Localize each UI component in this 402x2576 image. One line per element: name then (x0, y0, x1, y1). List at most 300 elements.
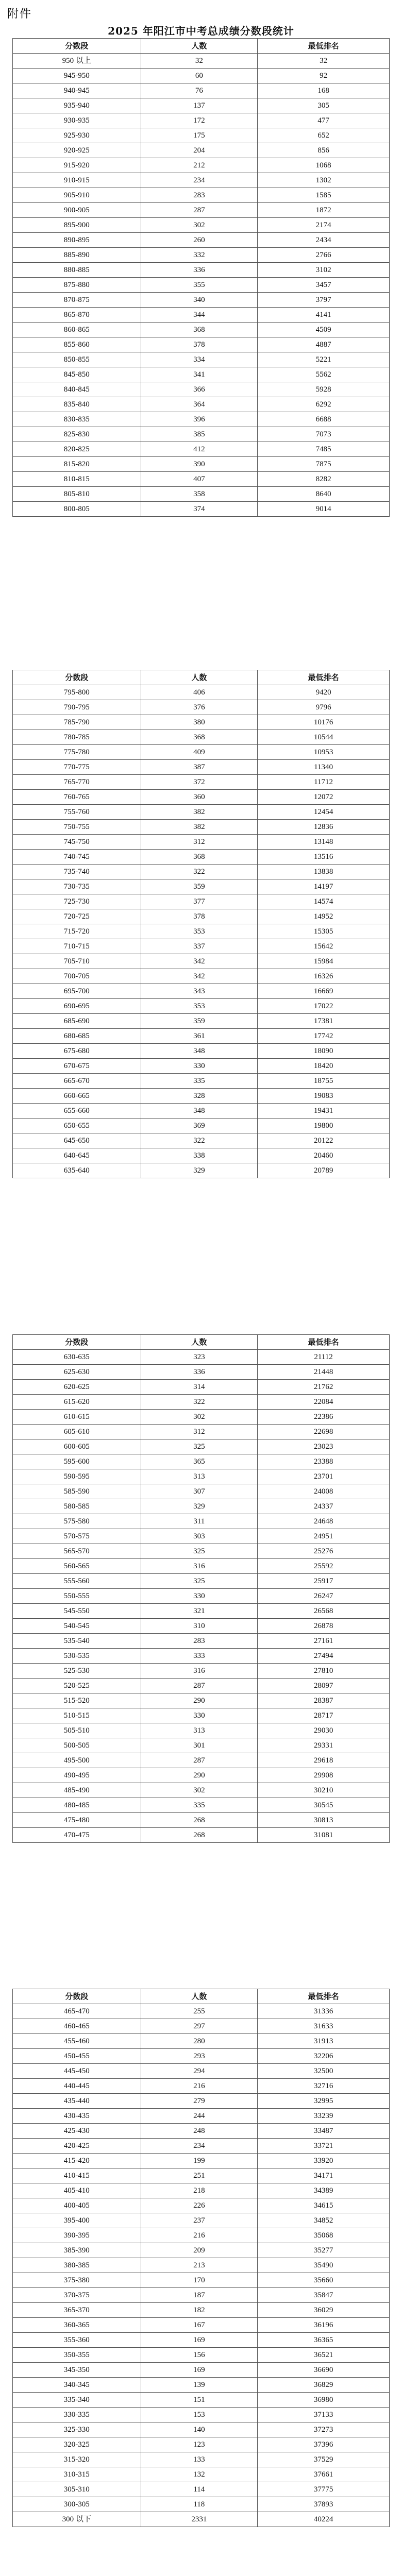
score-range-cell: 475-480 (13, 1813, 141, 1828)
score-range-cell: 895-900 (13, 218, 141, 233)
table-row (13, 1559, 390, 1574)
count-cell: 237 (141, 2213, 258, 2228)
lowest-rank-cell: 36690 (258, 2363, 390, 2378)
count-cell: 294 (141, 2064, 258, 2079)
score-range-cell: 775-780 (13, 745, 141, 760)
table-row (13, 2004, 390, 2019)
table-row (13, 2243, 390, 2258)
table-row (13, 1723, 390, 1738)
table-row (13, 1380, 390, 1395)
count-cell: 297 (141, 2019, 258, 2034)
score-range-cell: 695-700 (13, 984, 141, 999)
score-range-cell: 580-585 (13, 1499, 141, 1514)
table-row (13, 2198, 390, 2213)
attachment-label: 附件 (7, 8, 32, 21)
score-range-cell: 675-680 (13, 1044, 141, 1059)
lowest-rank-cell: 29618 (258, 1753, 390, 1768)
lowest-rank-cell: 14952 (258, 909, 390, 924)
lowest-rank-cell: 6292 (258, 397, 390, 412)
table-row (13, 337, 390, 352)
count-cell: 170 (141, 2273, 258, 2288)
table-row (13, 2094, 390, 2109)
table-row (13, 850, 390, 865)
table-row (13, 1783, 390, 1798)
score-range-cell: 425-430 (13, 2124, 141, 2139)
score-range-cell: 480-485 (13, 1798, 141, 1813)
count-cell: 133 (141, 2452, 258, 2467)
table-row (13, 83, 390, 98)
count-cell: 302 (141, 1783, 258, 1798)
score-range-cell: 400-405 (13, 2198, 141, 2213)
score-range-cell: 950 以上 (13, 54, 141, 69)
table-row (13, 745, 390, 760)
lowest-rank-cell: 9796 (258, 700, 390, 715)
count-cell: 330 (141, 1708, 258, 1723)
count-cell: 312 (141, 1425, 258, 1439)
table-row (13, 2183, 390, 2198)
count-cell: 314 (141, 1380, 258, 1395)
lowest-rank-cell: 30545 (258, 1798, 390, 1813)
lowest-rank-cell: 32 (258, 54, 390, 69)
score-distribution-table (12, 1334, 390, 1843)
lowest-rank-cell: 32716 (258, 2079, 390, 2094)
count-cell: 140 (141, 2422, 258, 2437)
table-row (13, 1133, 390, 1148)
table-row (13, 1529, 390, 1544)
count-cell: 268 (141, 1813, 258, 1828)
score-range-cell: 360-365 (13, 2318, 141, 2333)
score-range-cell: 755-760 (13, 805, 141, 820)
table-header-row (13, 1989, 390, 2004)
score-range-cell: 820-825 (13, 442, 141, 457)
lowest-rank-cell: 27810 (258, 1664, 390, 1679)
count-cell: 216 (141, 2079, 258, 2094)
count-cell: 310 (141, 1619, 258, 1634)
score-range-cell: 725-730 (13, 894, 141, 909)
score-range-cell: 830-835 (13, 412, 141, 427)
score-range-cell: 930-935 (13, 113, 141, 128)
lowest-rank-cell: 30210 (258, 1783, 390, 1798)
score-range-cell: 705-710 (13, 954, 141, 969)
score-range-cell: 770-775 (13, 760, 141, 775)
lowest-rank-cell: 19431 (258, 1104, 390, 1118)
count-cell: 118 (141, 2497, 258, 2512)
lowest-rank-cell: 36521 (258, 2348, 390, 2363)
table-row (13, 2482, 390, 2497)
count-cell: 287 (141, 1753, 258, 1768)
score-table-4 (12, 1989, 390, 2527)
table-row (13, 248, 390, 263)
lowest-rank-cell: 31913 (258, 2034, 390, 2049)
count-cell: 335 (141, 1074, 258, 1089)
score-range-cell: 900-905 (13, 203, 141, 218)
lowest-rank-cell: 13148 (258, 835, 390, 850)
count-cell: 209 (141, 2243, 258, 2258)
table-row (13, 760, 390, 775)
count-cell: 255 (141, 2004, 258, 2019)
lowest-rank-cell: 3457 (258, 278, 390, 293)
count-cell: 316 (141, 1559, 258, 1574)
count-header: 人数 (141, 1989, 258, 2004)
score-range-cell: 670-675 (13, 1059, 141, 1074)
score-range-cell: 345-350 (13, 2363, 141, 2378)
count-cell: 322 (141, 1133, 258, 1148)
count-cell: 212 (141, 158, 258, 173)
lowest-rank-cell: 24008 (258, 1484, 390, 1499)
table-row (13, 1410, 390, 1425)
table-row (13, 924, 390, 939)
lowest-rank-cell: 1585 (258, 188, 390, 203)
count-cell: 322 (141, 865, 258, 879)
count-cell: 311 (141, 1514, 258, 1529)
lowest-rank-cell: 2766 (258, 248, 390, 263)
lowest-rank-cell: 23023 (258, 1439, 390, 1454)
table-row (13, 1798, 390, 1813)
table-row (13, 442, 390, 457)
lowest-rank-cell: 20789 (258, 1163, 390, 1178)
lowest-rank-cell: 16326 (258, 969, 390, 984)
count-cell: 172 (141, 113, 258, 128)
score-range-cell: 520-525 (13, 1679, 141, 1693)
table-row (13, 502, 390, 517)
lowest-rank-cell: 15984 (258, 954, 390, 969)
lowest-rank-cell: 15642 (258, 939, 390, 954)
lowest-rank-cell: 21112 (258, 1350, 390, 1365)
lowest-rank-cell: 17022 (258, 999, 390, 1014)
score-range-cell: 535-540 (13, 1634, 141, 1649)
table-header-row (13, 670, 390, 685)
count-cell: 382 (141, 805, 258, 820)
count-cell: 169 (141, 2333, 258, 2348)
table-row (13, 1574, 390, 1589)
lowest-rank-cell: 20122 (258, 1133, 390, 1148)
score-range-cell: 660-665 (13, 1089, 141, 1104)
table-row (13, 397, 390, 412)
count-cell: 359 (141, 879, 258, 894)
score-range-cell: 380-385 (13, 2258, 141, 2273)
count-cell: 338 (141, 1148, 258, 1163)
score-range-cell: 785-790 (13, 715, 141, 730)
table-row (13, 685, 390, 700)
score-range-cell: 855-860 (13, 337, 141, 352)
score-range-cell: 430-435 (13, 2109, 141, 2124)
score-range-cell: 410-415 (13, 2168, 141, 2183)
table-row (13, 820, 390, 835)
table-row (13, 1664, 390, 1679)
table-row (13, 143, 390, 158)
table-row (13, 2064, 390, 2079)
lowest-rank-cell: 21762 (258, 1380, 390, 1395)
count-cell: 287 (141, 203, 258, 218)
table-row (13, 1604, 390, 1619)
table-row (13, 1454, 390, 1469)
lowest-rank-cell: 32995 (258, 2094, 390, 2109)
lowest-rank-cell: 16669 (258, 984, 390, 999)
table-row (13, 939, 390, 954)
table-row (13, 323, 390, 337)
lowest-rank-cell: 35277 (258, 2243, 390, 2258)
table-row (13, 969, 390, 984)
lowest-rank-cell: 15305 (258, 924, 390, 939)
score-range-cell: 760-765 (13, 790, 141, 805)
lowest-rank-cell: 12836 (258, 820, 390, 835)
score-range-cell: 465-470 (13, 2004, 141, 2019)
lowest-rank-cell: 4141 (258, 308, 390, 323)
table-row (13, 1634, 390, 1649)
score-range-cell: 835-840 (13, 397, 141, 412)
lowest-rank-cell: 24951 (258, 1529, 390, 1544)
score-range-cell: 585-590 (13, 1484, 141, 1499)
lowest-rank-cell: 305 (258, 98, 390, 113)
table-row (13, 984, 390, 999)
score-range-cell: 575-580 (13, 1514, 141, 1529)
lowest-rank-cell: 22386 (258, 1410, 390, 1425)
lowest-rank-cell: 92 (258, 69, 390, 83)
score-range-cell: 650-655 (13, 1118, 141, 1133)
lowest-rank-cell: 6688 (258, 412, 390, 427)
score-range-cell: 385-390 (13, 2243, 141, 2258)
score-range-cell: 525-530 (13, 1664, 141, 1679)
table-row (13, 158, 390, 173)
score-range-cell: 665-670 (13, 1074, 141, 1089)
score-distribution-table (12, 1989, 390, 2527)
lowest-rank-header: 最低排名 (258, 670, 390, 685)
count-cell: 175 (141, 128, 258, 143)
score-range-cell: 375-380 (13, 2273, 141, 2288)
table-row (13, 218, 390, 233)
table-row (13, 2422, 390, 2437)
lowest-rank-cell: 29030 (258, 1723, 390, 1738)
count-cell: 307 (141, 1484, 258, 1499)
count-cell: 302 (141, 218, 258, 233)
score-range-cell: 710-715 (13, 939, 141, 954)
table-row (13, 2154, 390, 2168)
table-row (13, 1439, 390, 1454)
table-row (13, 1813, 390, 1828)
table-row (13, 2049, 390, 2064)
score-range-cell: 355-360 (13, 2333, 141, 2348)
lowest-rank-cell: 8640 (258, 487, 390, 502)
lowest-rank-cell: 31081 (258, 1828, 390, 1843)
table-row (13, 2497, 390, 2512)
lowest-rank-cell: 14574 (258, 894, 390, 909)
lowest-rank-cell: 37396 (258, 2437, 390, 2452)
table-row (13, 1768, 390, 1783)
lowest-rank-cell: 32206 (258, 2049, 390, 2064)
count-cell: 321 (141, 1604, 258, 1619)
table-row (13, 2258, 390, 2273)
count-cell: 330 (141, 1589, 258, 1604)
count-cell: 369 (141, 1118, 258, 1133)
lowest-rank-cell: 5221 (258, 352, 390, 367)
lowest-rank-cell: 17742 (258, 1029, 390, 1044)
lowest-rank-cell: 11712 (258, 775, 390, 790)
table-row (13, 2393, 390, 2408)
table-row (13, 1118, 390, 1133)
table-row (13, 308, 390, 323)
lowest-rank-cell: 7485 (258, 442, 390, 457)
count-cell: 248 (141, 2124, 258, 2139)
score-range-cell: 545-550 (13, 1604, 141, 1619)
count-cell: 60 (141, 69, 258, 83)
score-range-cell: 600-605 (13, 1439, 141, 1454)
table-row (13, 2333, 390, 2348)
lowest-rank-cell: 26878 (258, 1619, 390, 1634)
count-cell: 368 (141, 323, 258, 337)
table-row (13, 2348, 390, 2363)
table-row (13, 2228, 390, 2243)
score-table-1 (12, 38, 390, 517)
score-range-cell: 885-890 (13, 248, 141, 263)
lowest-rank-cell: 21448 (258, 1365, 390, 1380)
lowest-rank-cell: 11340 (258, 760, 390, 775)
score-range-cell: 315-320 (13, 2452, 141, 2467)
score-range-cell: 530-535 (13, 1649, 141, 1664)
score-range-cell: 605-610 (13, 1425, 141, 1439)
score-range-cell: 730-735 (13, 879, 141, 894)
lowest-rank-cell: 28717 (258, 1708, 390, 1723)
score-range-cell: 845-850 (13, 367, 141, 382)
score-range-cell: 630-635 (13, 1350, 141, 1365)
score-range-cell: 915-920 (13, 158, 141, 173)
lowest-rank-cell: 31633 (258, 2019, 390, 2034)
lowest-rank-cell: 29908 (258, 1768, 390, 1783)
table-row (13, 2408, 390, 2422)
lowest-rank-cell: 34171 (258, 2168, 390, 2183)
score-range-cell: 720-725 (13, 909, 141, 924)
lowest-rank-cell: 36196 (258, 2318, 390, 2333)
count-cell: 358 (141, 487, 258, 502)
count-cell: 151 (141, 2393, 258, 2408)
score-range-cell: 390-395 (13, 2228, 141, 2243)
count-cell: 340 (141, 293, 258, 308)
score-range-cell: 540-545 (13, 1619, 141, 1634)
count-cell: 156 (141, 2348, 258, 2363)
score-range-cell: 405-410 (13, 2183, 141, 2198)
count-cell: 287 (141, 1679, 258, 1693)
count-cell: 407 (141, 472, 258, 487)
lowest-rank-cell: 18090 (258, 1044, 390, 1059)
count-cell: 323 (141, 1350, 258, 1365)
lowest-rank-cell: 5928 (258, 382, 390, 397)
table-row (13, 2318, 390, 2333)
count-cell: 387 (141, 760, 258, 775)
count-cell: 325 (141, 1439, 258, 1454)
table-row (13, 278, 390, 293)
count-cell: 283 (141, 1634, 258, 1649)
table-header-row (13, 1335, 390, 1350)
count-cell: 313 (141, 1723, 258, 1738)
lowest-rank-cell: 477 (258, 113, 390, 128)
lowest-rank-cell: 4887 (258, 337, 390, 352)
score-range-cell: 500-505 (13, 1738, 141, 1753)
score-range-cell: 920-925 (13, 143, 141, 158)
count-cell: 167 (141, 2318, 258, 2333)
score-range-cell: 655-660 (13, 1104, 141, 1118)
score-range-cell: 905-910 (13, 188, 141, 203)
score-range-cell: 945-950 (13, 69, 141, 83)
count-cell: 337 (141, 939, 258, 954)
score-range-cell: 870-875 (13, 293, 141, 308)
score-range-cell: 495-500 (13, 1753, 141, 1768)
score-range-cell: 300 以下 (13, 2512, 141, 2527)
table-row (13, 412, 390, 427)
count-cell: 226 (141, 2198, 258, 2213)
count-cell: 396 (141, 412, 258, 427)
score-range-cell: 440-445 (13, 2079, 141, 2094)
score-range-cell: 490-495 (13, 1768, 141, 1783)
count-cell: 290 (141, 1693, 258, 1708)
score-range-cell: 420-425 (13, 2139, 141, 2154)
count-cell: 2331 (141, 2512, 258, 2527)
table-row (13, 173, 390, 188)
lowest-rank-cell: 28387 (258, 1693, 390, 1708)
lowest-rank-cell: 22698 (258, 1425, 390, 1439)
score-range-cell: 745-750 (13, 835, 141, 850)
count-cell: 360 (141, 790, 258, 805)
table-row (13, 263, 390, 278)
count-cell: 32 (141, 54, 258, 69)
lowest-rank-cell: 856 (258, 143, 390, 158)
table-row (13, 54, 390, 69)
lowest-rank-cell: 36980 (258, 2393, 390, 2408)
lowest-rank-cell: 23388 (258, 1454, 390, 1469)
table-row (13, 1679, 390, 1693)
lowest-rank-cell: 13516 (258, 850, 390, 865)
score-range-cell: 865-870 (13, 308, 141, 323)
count-cell: 132 (141, 2467, 258, 2482)
count-cell: 123 (141, 2437, 258, 2452)
count-cell: 279 (141, 2094, 258, 2109)
count-cell: 187 (141, 2288, 258, 2303)
score-range-cell: 925-930 (13, 128, 141, 143)
count-cell: 316 (141, 1664, 258, 1679)
lowest-rank-cell: 1872 (258, 203, 390, 218)
table-row (13, 2467, 390, 2482)
score-range-cell: 510-515 (13, 1708, 141, 1723)
lowest-rank-cell: 33721 (258, 2139, 390, 2154)
score-range-cell: 455-460 (13, 2034, 141, 2049)
table-row (13, 2139, 390, 2154)
table-row (13, 775, 390, 790)
score-range-cell: 810-815 (13, 472, 141, 487)
score-range-cell: 850-855 (13, 352, 141, 367)
count-cell: 335 (141, 1798, 258, 1813)
table-row (13, 1708, 390, 1723)
score-range-cell: 330-335 (13, 2408, 141, 2422)
table-row (13, 1619, 390, 1634)
table-row (13, 1395, 390, 1410)
count-cell: 342 (141, 954, 258, 969)
score-range-cell: 680-685 (13, 1029, 141, 1044)
table-row (13, 2213, 390, 2228)
count-cell: 334 (141, 352, 258, 367)
score-range-cell: 860-865 (13, 323, 141, 337)
lowest-rank-cell: 29331 (258, 1738, 390, 1753)
count-cell: 361 (141, 1029, 258, 1044)
score-range-cell: 750-755 (13, 820, 141, 835)
count-cell: 244 (141, 2109, 258, 2124)
score-range-cell: 435-440 (13, 2094, 141, 2109)
count-cell: 283 (141, 188, 258, 203)
lowest-rank-cell: 13838 (258, 865, 390, 879)
table-row (13, 2452, 390, 2467)
score-range-header: 分数段 (13, 670, 141, 685)
lowest-rank-cell: 37529 (258, 2452, 390, 2467)
lowest-rank-cell: 36829 (258, 2378, 390, 2393)
table-row (13, 1693, 390, 1708)
score-range-cell: 640-645 (13, 1148, 141, 1163)
